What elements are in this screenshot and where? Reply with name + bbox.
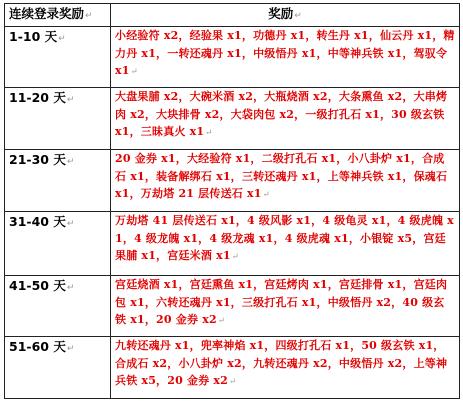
day-range-cell: 31-40 天↵ [5, 212, 111, 276]
paragraph-mark: ↵ [58, 34, 66, 44]
rewards-cell: 万劫塔 41 层传送石 x1，4 级风影 x1，4 级龟灵 x1，4 级虎魄 x1，4 级龙魄 x1，4 级龙魂 x1，4 级虎魂 x1，小银锭 x5，宫廷果脯 x1，宫廷米酒 x1↵ [111, 212, 460, 276]
table-row [5, 27, 460, 88]
rewards-cell: 20 金券 x1，大经验符 x1，二级打孔石 x1，小八卦炉 x1，合成石 x1，装备解绑石 x1，三转还魂丹 x1，上等神兵铁 x1，保魂石 x1，万劫塔 21 层传送石 x1↵ [111, 150, 460, 212]
paragraph-mark: ↵ [66, 95, 75, 105]
paragraph-mark: ↵ [217, 316, 226, 326]
paragraph-mark: ↵ [85, 11, 93, 21]
rewards-cell: 小经验符 x2，经验果 x1，功德丹 x1，转生丹 x1，仙云丹 x1，精力丹 x1，一转还魂丹 x1，中级悟丹 x1，中等神兵铁 x1，驾驭令 x1↵ [111, 27, 460, 88]
day-range-cell: 11-20 天↵ [5, 88, 111, 150]
table-row [5, 88, 460, 150]
paragraph-mark: ↵ [231, 252, 240, 262]
paragraph-mark: ↵ [262, 190, 270, 200]
paragraph-mark: ↵ [66, 219, 75, 229]
paragraph-mark: ↵ [205, 128, 213, 138]
table-row [5, 276, 460, 337]
table-header-row [5, 4, 460, 27]
paragraph-mark: ↵ [229, 377, 237, 387]
table-row [5, 212, 460, 276]
paragraph-mark: ↵ [66, 283, 75, 293]
paragraph-mark: ↵ [66, 344, 75, 354]
paragraph-mark: ↵ [66, 157, 75, 167]
login-rewards-table [4, 3, 460, 399]
rewards-cell: 大盘果脯 x2，大碗米酒 x2，大瓶烧酒 x2，大条熏鱼 x2，大串烤肉 x2，大块排骨 x2，大袋肉包 x2，一级打孔石 x1，30 级玄铁 x1，三昧真火 x1↵ [111, 88, 460, 150]
day-range-cell: 1-10 天↵ [5, 27, 111, 88]
rewards-cell: 宫廷烧酒 x1，宫廷熏鱼 x1，宫廷烤肉 x1，宫廷排骨 x1，宫廷肉包 x1，六转还魂丹 x1，三级打孔石 x1，中级悟丹 x2，40 级玄铁 x1，20 金券 x2↵ [111, 276, 460, 337]
table-row [5, 337, 460, 399]
paragraph-mark: ↵ [294, 11, 302, 21]
header-login-days: 连续登录奖励↵ [5, 4, 111, 27]
day-range-cell: 21-30 天↵ [5, 150, 111, 212]
rewards-cell: 九转还魂丹 x1，兜率神焰 x1，四级打孔石 x1，50 级玄铁 x1，合成石 x2，小八卦炉 x2，九转还魂丹 x2，中级悟丹 x2，上等神兵铁 x5，20 金券 x2↵ [111, 337, 460, 399]
day-range-cell: 51-60 天↵ [5, 337, 111, 399]
table-row [5, 150, 460, 212]
day-range-cell: 41-50 天↵ [5, 276, 111, 337]
header-rewards: 奖励↵ [111, 4, 460, 27]
paragraph-mark: ↵ [130, 67, 138, 77]
